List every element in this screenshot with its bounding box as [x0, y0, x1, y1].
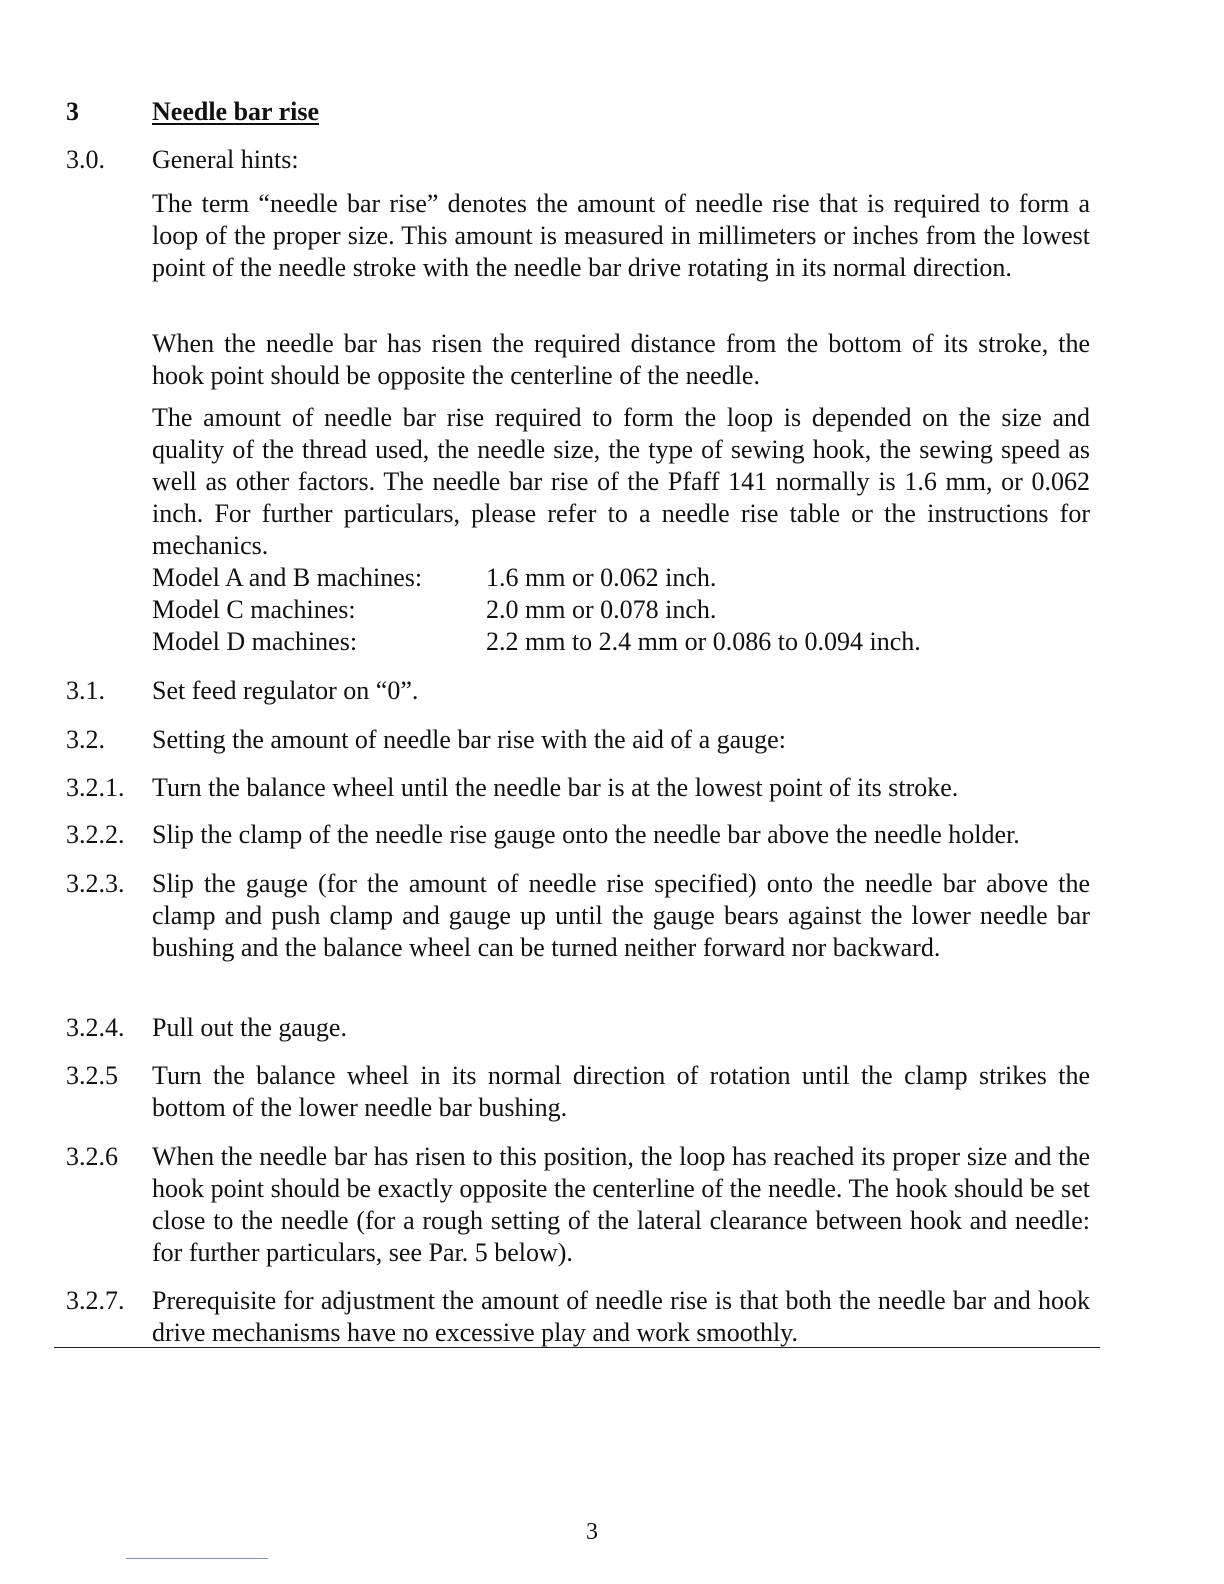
model-row-a-b — [152, 562, 1052, 594]
section-number-3-2: 3.2. — [66, 725, 105, 754]
step-text-3-2-5: Turn the balance wheel in its normal direction of rotation until the clamp strikes the bottom of the lower needle bar bushing. — [152, 1061, 1090, 1122]
page-number: 3 — [586, 1519, 598, 1545]
step-text-3-2-3: Slip the gauge (for the amount of needle rise specified) onto the needle bar above the clamp and push clamp and gauge up until the gauge bears against the lower needle bar bushing and the balance wheel can be turned neither forward nor backward. — [152, 869, 1090, 962]
step-text-3-2-4: Pull out the gauge. — [152, 1013, 347, 1042]
model-name: Model A and B machines: — [152, 563, 423, 592]
section-number-3-2-4: 3.2.4. — [66, 1013, 125, 1042]
section-number-3-2-6: 3.2.6 — [66, 1142, 118, 1171]
model-name: Model D machines: — [152, 627, 358, 656]
footnote-separator — [126, 1558, 268, 1559]
section-number-3-2-7: 3.2.7. — [66, 1286, 125, 1315]
step-text-3-2-6: When the needle bar has risen to this position, the loop has reached its proper size and the hook point should be exactly opposite the centerline of the needle. The hook should be set close to the needle (for a rough setting of the lateral clearance between hook and needle: for further particulars, see Par. 5 below). — [152, 1142, 1090, 1267]
paragraph-amount-factors: The amount of needle bar rise required to form the loop is depended on the size and quality of the thread used, the needle size, the type of sewing hook, the sewing speed as well as other factors. The needle bar rise of the Pfaff 141 normally is 1.6 mm, or 0.062 inch. For further particulars, please refer to a needle rise table or the instructions for mechanics. — [152, 403, 1090, 560]
general-hints-label: General hints: — [152, 145, 299, 174]
step-text-3-2: Setting the amount of needle bar rise with the aid of a gauge: — [152, 725, 786, 754]
step-text-3-2-2: Slip the clamp of the needle rise gauge onto the needle bar above the needle holder. — [152, 820, 1020, 849]
step-text-3-2-7: Prerequisite for adjustment the amount of needle rise is that both the needle bar and hook drive mechanisms have no excessive play and work smoothly. — [152, 1286, 1090, 1347]
section-number-3-2-3: 3.2.3. — [66, 869, 125, 898]
model-value: 1.6 mm or 0.062 inch. — [486, 563, 717, 592]
paragraph-needle-bar-rise-definition: The term “needle bar rise” denotes the amount of needle rise that is required to form a loop of the proper size. This amount is measured in millimeters or inches from the lowest point of the needle stroke with the needle bar drive rotating in its normal direction. — [152, 189, 1090, 282]
model-value: 2.0 mm or 0.078 inch. — [486, 595, 717, 624]
section-number-3-2-1: 3.2.1. — [66, 773, 125, 802]
model-name: Model C machines: — [152, 595, 356, 624]
section-end-rule — [54, 1347, 1100, 1348]
section-heading-title: Needle bar rise — [152, 97, 320, 126]
section-number-3-2-5: 3.2.5 — [66, 1061, 118, 1090]
step-text-3-1: Set feed regulator on “0”. — [152, 676, 419, 705]
model-row-c — [152, 594, 1052, 626]
model-value: 2.2 mm to 2.4 mm or 0.086 to 0.094 inch. — [486, 627, 921, 656]
section-heading-number: 3 — [66, 97, 79, 126]
section-number-3-0: 3.0. — [66, 145, 105, 174]
section-number-3-1: 3.1. — [66, 676, 105, 705]
step-text-3-2-1: Turn the balance wheel until the needle bar is at the lowest point of its stroke. — [152, 773, 959, 802]
paragraph-hook-point: When the needle bar has risen the required distance from the bottom of its stroke, the hook point should be opposite the centerline of the needle. — [152, 329, 1090, 390]
section-number-3-2-2: 3.2.2. — [66, 820, 125, 849]
model-row-d — [152, 626, 1052, 658]
